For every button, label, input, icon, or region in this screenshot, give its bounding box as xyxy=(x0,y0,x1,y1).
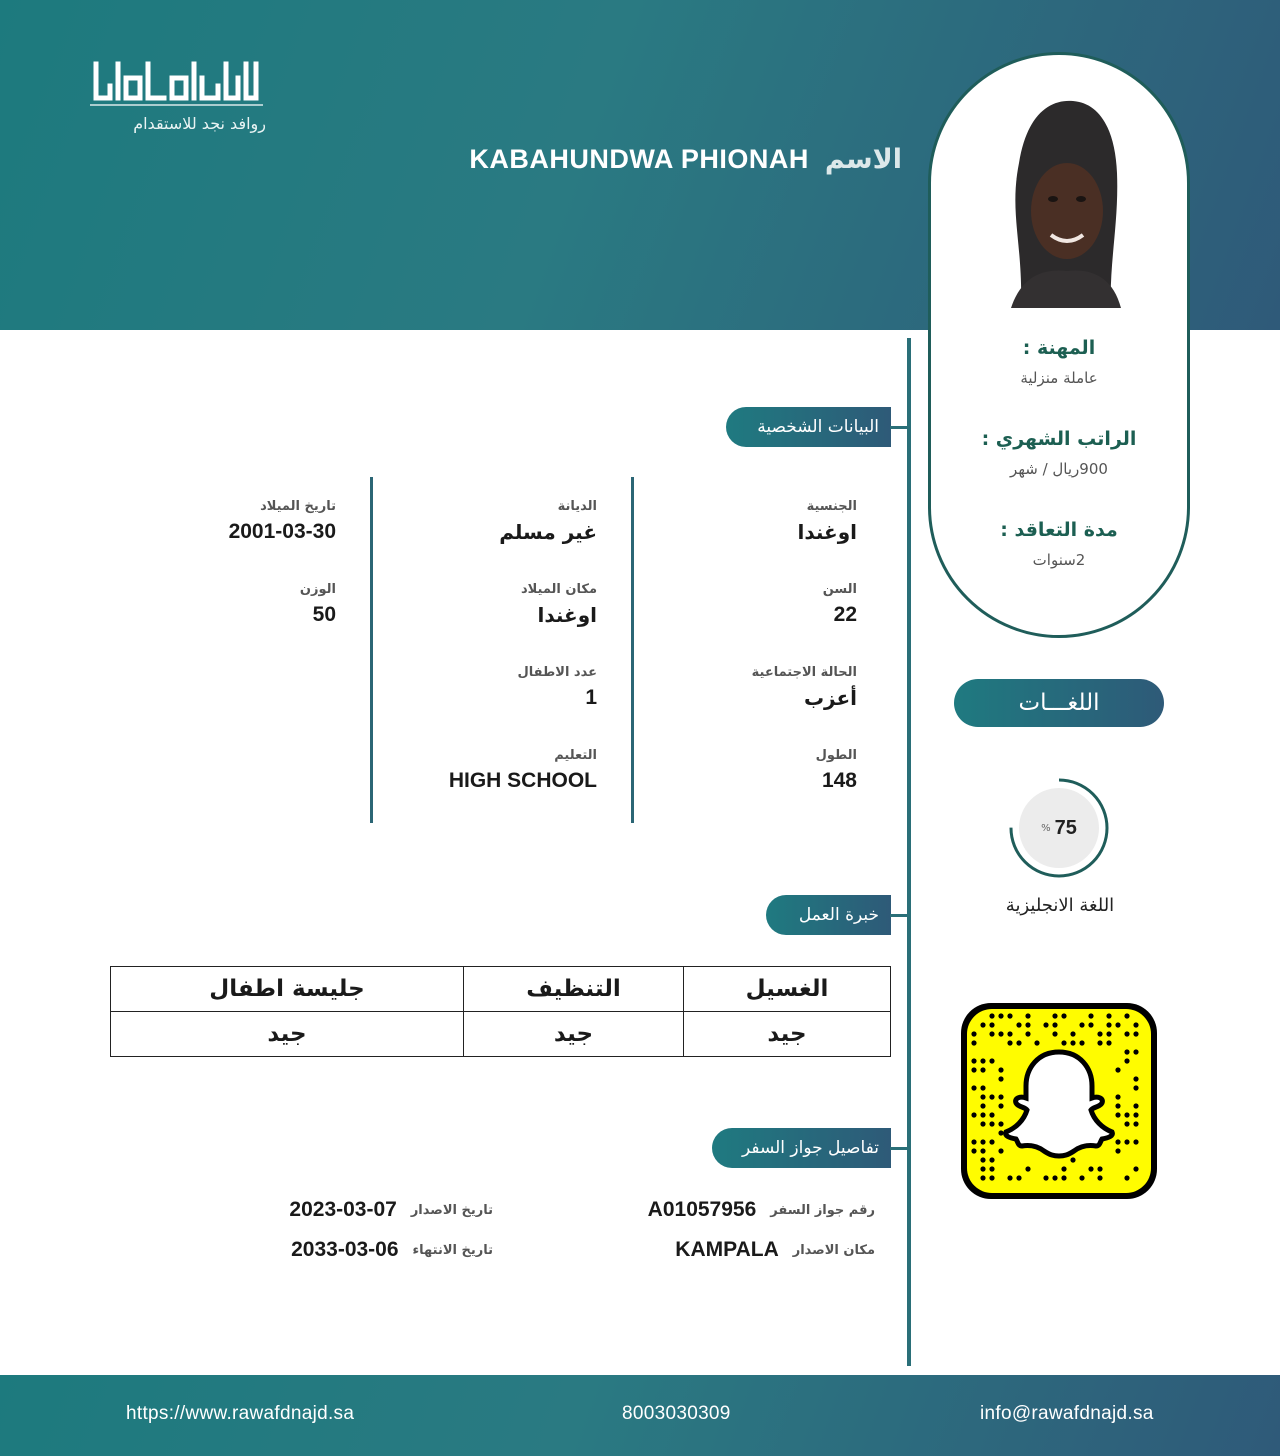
logo-mark-icon xyxy=(88,58,263,108)
snapcode-dot xyxy=(989,1022,994,1027)
section-personal-title: البيانات الشخصية xyxy=(757,417,879,437)
snapcode-dot xyxy=(1106,1040,1111,1045)
profession-value: عاملة منزلية xyxy=(1020,369,1098,387)
profession-block xyxy=(931,337,1187,387)
snapcode-dot xyxy=(1124,1121,1129,1126)
snapcode-dot xyxy=(1088,1166,1093,1171)
field-marital xyxy=(752,665,857,710)
field-religion xyxy=(499,499,597,544)
snapcode-dot xyxy=(1061,1166,1066,1171)
column-divider xyxy=(370,477,373,823)
snapcode-dot xyxy=(998,1013,1003,1018)
snapcode-dot xyxy=(989,1139,994,1144)
snapcode-dot xyxy=(1124,1175,1129,1180)
snapcode-dot xyxy=(1088,1022,1093,1027)
field-weight xyxy=(300,582,336,627)
field-education xyxy=(449,748,597,793)
snapcode-dot xyxy=(1025,1031,1030,1036)
snapcode-dot xyxy=(1124,1013,1129,1018)
snapcode-dot xyxy=(1115,1094,1120,1099)
issue-place-label: مكان الاصدار xyxy=(792,1242,875,1258)
education-label: التعليم xyxy=(554,748,597,763)
snapcode-dot xyxy=(989,1121,994,1126)
snapcode-dot xyxy=(998,1148,1003,1153)
experience-table xyxy=(110,966,891,1057)
snapcode-qr-icon[interactable] xyxy=(958,1000,1160,1202)
snapcode-dot xyxy=(971,1067,976,1072)
issue-place-row xyxy=(675,1238,875,1262)
snapcode-dot xyxy=(1124,1058,1129,1063)
footer-bar xyxy=(0,1375,1280,1456)
table-row xyxy=(111,1012,891,1057)
height-value: 148 xyxy=(821,769,857,792)
snapcode-dot xyxy=(980,1139,985,1144)
section-passport-title: تفاصيل جواز السفر xyxy=(741,1138,879,1158)
snapcode-dot xyxy=(1124,1139,1129,1144)
snapcode-dot xyxy=(998,1103,1003,1108)
salary-label: الراتب الشهري : xyxy=(981,428,1137,450)
snapcode-dot xyxy=(1025,1013,1030,1018)
field-children xyxy=(518,665,598,710)
children-value: 1 xyxy=(585,686,597,709)
snapcode-dot xyxy=(980,1175,985,1180)
snapcode-dot xyxy=(998,1094,1003,1099)
birthdate-value: 2001-03-30 xyxy=(228,520,336,543)
snapcode-dot xyxy=(989,1031,994,1036)
profession-label: المهنة : xyxy=(1022,337,1096,359)
snapcode-dot xyxy=(971,1112,976,1117)
issue-date-row xyxy=(289,1198,493,1222)
section-experience xyxy=(766,895,891,935)
snapcode-dot xyxy=(1007,1175,1012,1180)
snapcode-dot xyxy=(989,1058,994,1063)
snapcode-dot xyxy=(989,1112,994,1117)
snapcode-dot xyxy=(1115,1103,1120,1108)
snapcode-dot xyxy=(1106,1013,1111,1018)
marital-label: الحالة الاجتماعية xyxy=(751,665,857,680)
table-header-row xyxy=(111,967,891,1012)
contract-value: 2سنوات xyxy=(1032,551,1086,569)
nationality-label: الجنسية xyxy=(806,499,857,514)
snapcode-dot xyxy=(1025,1022,1030,1027)
snapcode-dot xyxy=(980,1094,985,1099)
birthplace-value: اوغندا xyxy=(537,603,597,627)
table-cell: جيد xyxy=(111,1012,464,1057)
snapcode-dot xyxy=(980,1058,985,1063)
timeline-tick xyxy=(890,426,910,429)
snapcode-dot xyxy=(1034,1040,1039,1045)
snapcode-dot xyxy=(1016,1040,1021,1045)
snapcode-dot xyxy=(1061,1040,1066,1045)
expiry-date-value: 2033-03-06 xyxy=(291,1238,399,1261)
logo-subtitle: روافد نجد للاستقدام xyxy=(133,114,266,133)
snapcode-dot xyxy=(1007,1031,1012,1036)
snapcode-dot xyxy=(1133,1022,1138,1027)
section-passport xyxy=(712,1128,891,1168)
marital-value: أعزب xyxy=(803,686,857,710)
issue-date-value: 2023-03-07 xyxy=(289,1198,397,1221)
timeline-line xyxy=(907,338,911,1366)
passport-number-value: A01057956 xyxy=(647,1198,757,1221)
language-name: اللغة الانجليزية xyxy=(1005,895,1115,916)
birthplace-label: مكان الميلاد xyxy=(520,582,597,597)
section-personal-data xyxy=(726,407,891,447)
snapcode-dot xyxy=(980,1112,985,1117)
snapcode-dot xyxy=(1079,1175,1084,1180)
religion-label: الديانة xyxy=(557,499,597,514)
salary-value: 900ريال / شهر xyxy=(1010,460,1108,478)
snapcode-dot xyxy=(1052,1031,1057,1036)
snapcode-dot xyxy=(1097,1040,1102,1045)
snapcode-dot xyxy=(1097,1031,1102,1036)
snapcode-dot xyxy=(980,1103,985,1108)
table-header-cell: التنظيف xyxy=(464,967,684,1012)
snapcode-dot xyxy=(980,1121,985,1126)
snapcode-dot xyxy=(980,1085,985,1090)
candidate-name: KABAHUNDWA PHIONAH xyxy=(469,144,809,174)
snapcode-dot xyxy=(1088,1013,1093,1018)
snapcode-dot xyxy=(1016,1022,1021,1027)
footer-phone-link[interactable]: 8003030309 xyxy=(622,1403,731,1424)
passport-number-label: رقم جواز السفر xyxy=(770,1202,875,1218)
snapcode-dot xyxy=(998,1076,1003,1081)
expiry-date-label: تاريخ الانتهاء xyxy=(412,1242,493,1258)
snapcode-dot xyxy=(989,1175,994,1180)
snapcode-dot xyxy=(1061,1013,1066,1018)
snapcode-dot xyxy=(1133,1049,1138,1054)
birthdate-label: تاريخ الميلاد xyxy=(260,499,336,514)
snapcode-dot xyxy=(1070,1157,1075,1162)
snapcode-dot xyxy=(1043,1175,1048,1180)
gauge-label xyxy=(1007,776,1111,880)
snapcode-dot xyxy=(980,1148,985,1153)
age-value: 22 xyxy=(833,603,857,626)
snapcode-dot xyxy=(1079,1022,1084,1027)
snapcode-dot xyxy=(1043,1022,1048,1027)
snapcode-dot xyxy=(1124,1112,1129,1117)
snapcode-dot xyxy=(1025,1166,1030,1171)
snapcode-dot xyxy=(1007,1013,1012,1018)
snapcode-dot xyxy=(1079,1040,1084,1045)
snapcode-dot xyxy=(1052,1013,1057,1018)
footer-website-link[interactable]: https://www.rawafdnajd.sa xyxy=(126,1403,355,1424)
snapcode-dot xyxy=(980,1022,985,1027)
snapcode-dot xyxy=(998,1067,1003,1072)
snapcode-dot xyxy=(1097,1166,1102,1171)
snapcode-dot xyxy=(1106,1022,1111,1027)
snapcode-dot xyxy=(1124,1049,1129,1054)
snapcode-dot xyxy=(1133,1076,1138,1081)
table-header-cell: جليسة اطفال xyxy=(111,967,464,1012)
languages-header: اللغـــات xyxy=(954,679,1164,727)
snapcode-dot xyxy=(989,1094,994,1099)
contract-block xyxy=(931,519,1187,569)
snapcode-dot xyxy=(1133,1112,1138,1117)
snapcode-dot xyxy=(1115,1112,1120,1117)
snapcode-dot xyxy=(1070,1031,1075,1036)
snapcode-dot xyxy=(1106,1031,1111,1036)
passport-number-row xyxy=(648,1198,875,1222)
height-label: الطول xyxy=(815,748,857,763)
snapcode-dot xyxy=(971,1031,976,1036)
field-height xyxy=(816,748,857,793)
snapcode-dot xyxy=(980,1157,985,1162)
nationality-value: اوغندا xyxy=(797,520,857,544)
snapcode-dot xyxy=(1097,1175,1102,1180)
gauge-percent-value: 75 xyxy=(1054,816,1077,839)
education-value: HIGH SCHOOL xyxy=(448,769,597,792)
field-nationality xyxy=(797,499,857,544)
snapcode-dot xyxy=(1124,1031,1129,1036)
column-divider xyxy=(631,477,634,823)
snapcode-dot xyxy=(971,1085,976,1090)
salary-block xyxy=(931,428,1187,478)
age-label: السن xyxy=(822,582,857,597)
snapcode-dot xyxy=(1133,1085,1138,1090)
children-label: عدد الاطفال xyxy=(517,665,597,680)
snapcode-dot xyxy=(998,1121,1003,1126)
table-header-cell: الغسيل xyxy=(684,967,891,1012)
snapcode-dot xyxy=(989,1166,994,1171)
field-age xyxy=(823,582,857,627)
field-birthplace xyxy=(521,582,597,627)
snapcode-dot xyxy=(1016,1175,1021,1180)
snapcode-dot xyxy=(1115,1148,1120,1153)
religion-value: غير مسلم xyxy=(499,520,597,544)
issue-date-label: تاريخ الاصدار xyxy=(410,1202,493,1218)
candidate-photo xyxy=(981,93,1141,308)
snapcode-dot xyxy=(1133,1139,1138,1144)
snapcode-dot xyxy=(980,1166,985,1171)
table-cell: جيد xyxy=(684,1012,891,1057)
company-logo xyxy=(88,58,273,133)
weight-label: الوزن xyxy=(299,582,336,597)
snapcode-dot xyxy=(989,1013,994,1018)
snapcode-dot xyxy=(1052,1022,1057,1027)
section-experience-title: خبرة العمل xyxy=(798,905,879,925)
profile-card xyxy=(928,52,1190,638)
snapcode-dot xyxy=(971,1139,976,1144)
snapcode-dot xyxy=(1133,1103,1138,1108)
field-birthdate xyxy=(229,499,336,544)
snapcode-dot xyxy=(971,1058,976,1063)
snapcode-dot xyxy=(1133,1121,1138,1126)
snapcode-dot xyxy=(971,1040,976,1045)
snapcode-dot xyxy=(989,1157,994,1162)
snapcode-dot xyxy=(1007,1040,1012,1045)
snapcode-dot xyxy=(998,1130,1003,1135)
footer-email-link[interactable]: info@rawafdnajd.sa xyxy=(980,1403,1154,1424)
snapcode-dot xyxy=(980,1067,985,1072)
snapcode-dot xyxy=(1133,1031,1138,1036)
snapcode-dot xyxy=(998,1031,1003,1036)
candidate-name-line xyxy=(469,144,902,175)
snapcode-dot xyxy=(1133,1166,1138,1171)
snapcode-dot xyxy=(1052,1175,1057,1180)
timeline-tick xyxy=(890,914,910,917)
snapcode-dot xyxy=(1070,1040,1075,1045)
contract-label: مدة التعاقد : xyxy=(1000,519,1118,541)
expiry-date-row xyxy=(291,1238,493,1262)
snapcode-dot xyxy=(1115,1022,1120,1027)
name-label: الاسم xyxy=(824,144,902,175)
snapcode-dot xyxy=(1115,1067,1120,1072)
timeline-tick xyxy=(890,1147,910,1150)
snapcode-dot xyxy=(1115,1139,1120,1144)
weight-value: 50 xyxy=(312,603,336,626)
snapcode-dot xyxy=(1061,1175,1066,1180)
snapcode-dot xyxy=(971,1148,976,1153)
issue-place-value: KAMPALA xyxy=(675,1238,779,1261)
table-cell: جيد xyxy=(464,1012,684,1057)
gauge-percent-sign: % xyxy=(1041,822,1051,834)
